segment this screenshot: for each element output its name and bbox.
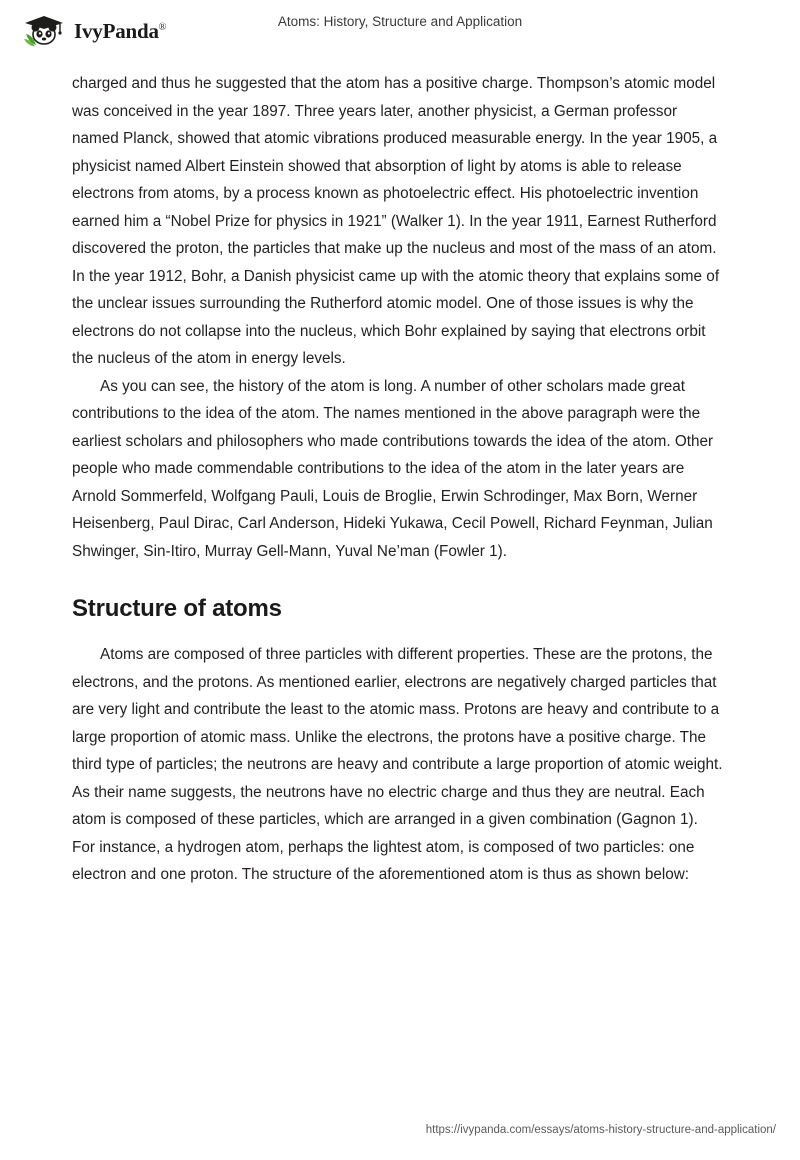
registered-mark: ® xyxy=(158,21,167,33)
paragraph-continuation: charged and thus he suggested that the atom has a positive charge. Thompson’s atomic model was conceived in the year 1897. Three years later, another physicist, a German professor named Planck, showed that atomic vibrations produced measurable energy. In the year 1905, a physicist named Albert Einstein showed that absorption of light by atoms is able to release electrons from atoms, by a process known as photoelectric effect. His photoelectric invention earned him a “Nobel Prize for physics in 1921” (Walker 1). In the year 1911, Earnest Rutherford discovered the proton, the particles that make up the nucleus and most of the mass of an atom. In the year 1912, Bohr, a Danish physicist came up with the atomic theory that explains some of the unclear issues surrounding the Rutherford atomic model. One of those issues is why the electrons do not collapse into the nucleus, which Bohr explained by saying that electrons orbit the nucleus of the atom in energy levels. xyxy=(72,75,720,367)
document-title: Atoms: History, Structure and Application xyxy=(277,14,523,29)
paragraph-history-scholars: As you can see, the history of the atom is long. A number of other scholars made great contributions to the idea of the atom. The names mentioned in the above paragraph were the earliest scholars and philosophers who made contributions towards the idea of the atom. Other people who made commendable contributions to the idea of the atom in the later years are Arnold Sommerfeld, Wolfgang Pauli, Louis de Broglie, Erwin Schrodinger, Max Born, Werner Heisenberg, Paul Dirac, Carl Anderson, Hideki Yukawa, Cecil Powell, Richard Feynman, Julian Shwinger, Sin-Itiro, Murray Gell-Mann, Yuval Ne’man (Fowler 1). xyxy=(72,377,714,560)
paragraph-structure-of-atoms: Atoms are composed of three particles with different properties. These are the protons, the electrons, and the protons. As mentioned earlier, electrons are negatively charged particles that are very light and contribute the least to the atomic mass. Protons are heavy and contribute to a large proportion of atomic mass. Unlike the electrons, the protons have a positive charge. The third type of particles; the neutrons are heavy and contribute a large proportion of atomic weight. As their name suggests, the neutrons have no electric charge and thus they are neutral. Each atom is composed of these particles, which are arranged in a given combination (Gagnon 1). For instance, a hydrogen atom, perhaps the lightest atom, is composed of two particles: one electron and one proton. The structure of the aforementioned atom is thus as shown below: xyxy=(72,646,723,883)
section-heading-structure-of-atoms: Structure of atoms xyxy=(72,595,282,622)
source-url-link[interactable]: https://ivypanda.com/essays/atoms-history-structure-and-application/ xyxy=(425,1124,776,1136)
brand-name-text: IvyPanda xyxy=(74,18,159,43)
page-footer xyxy=(0,1120,800,1138)
page-header xyxy=(0,0,800,60)
document-body xyxy=(72,70,724,889)
